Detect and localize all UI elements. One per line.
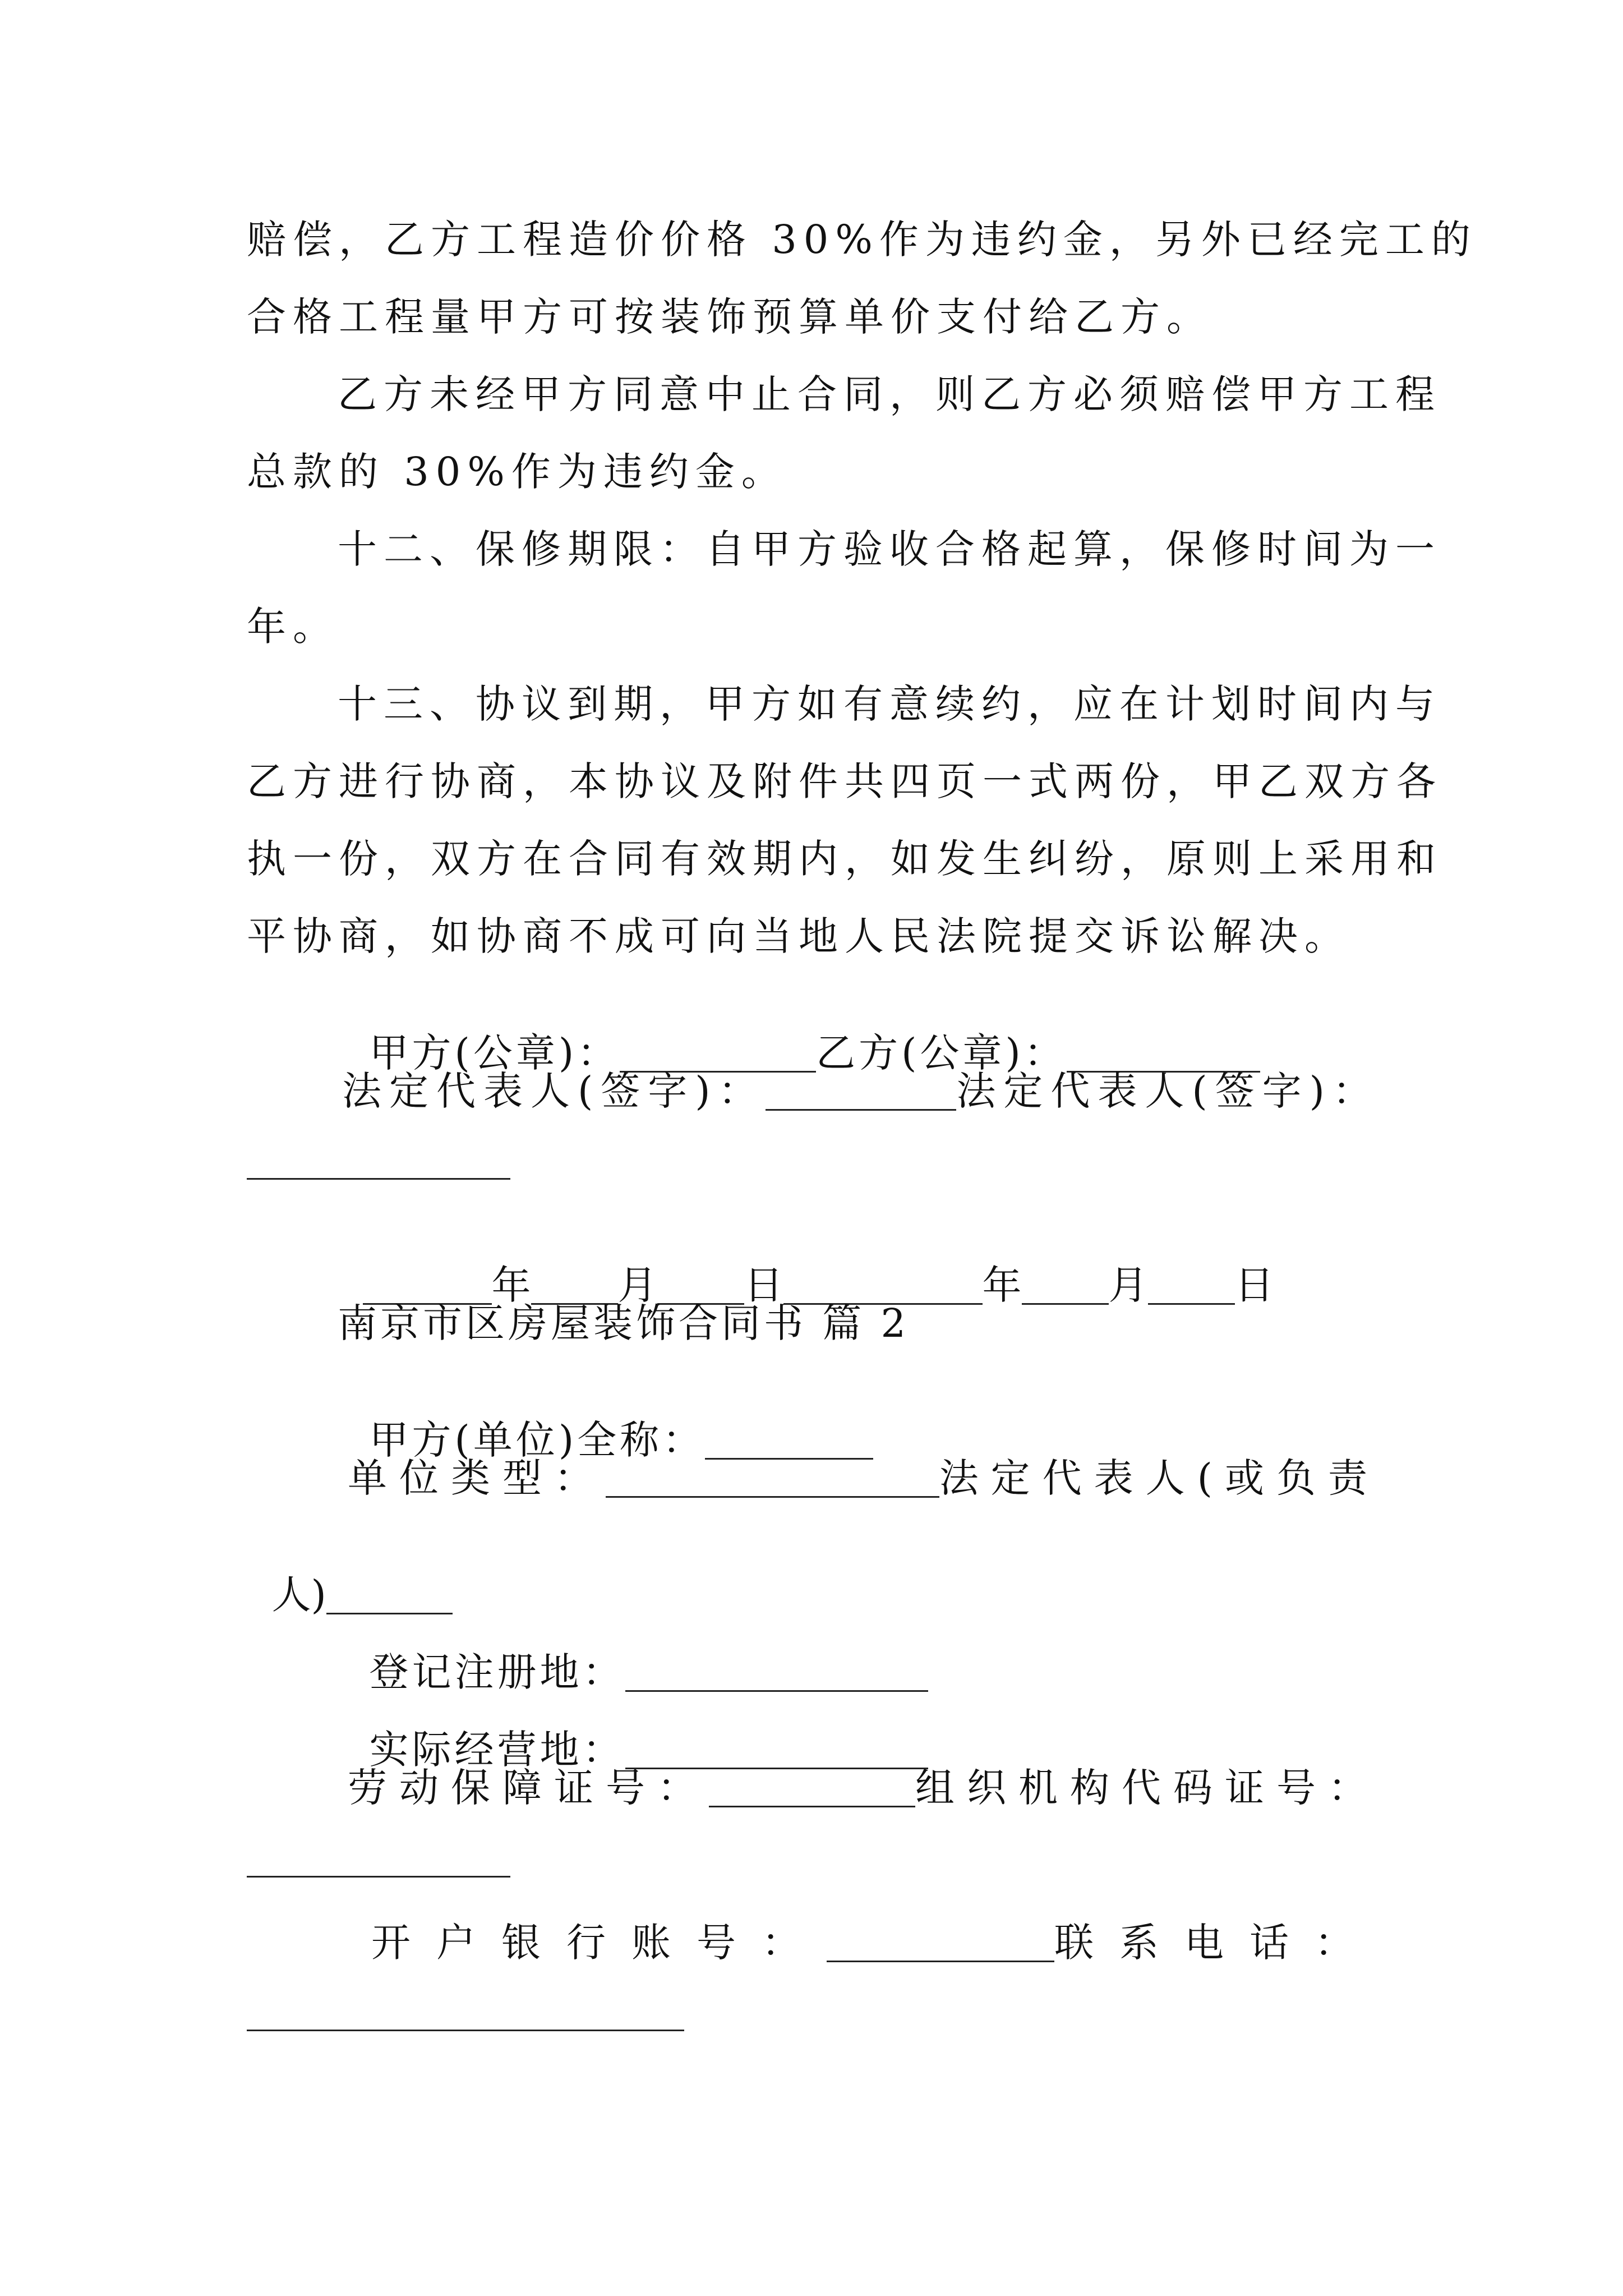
date-b-year-blank[interactable] <box>783 1268 983 1305</box>
registered-address-label: 登记注册地： <box>369 1649 625 1695</box>
cert-row <box>348 1765 1380 1811</box>
section-2-title: 南京市区房屋装饰合同书 篇 2 <box>338 1300 910 1346</box>
date-a-month-label: 月 <box>617 1262 657 1308</box>
date-a-day-blank[interactable] <box>657 1268 744 1305</box>
business-address-row <box>338 1691 928 1773</box>
paragraph-compensation-line-1: 赔偿，乙方工程造价价格 30%作为违约金，另外已经完工的 <box>247 217 1477 263</box>
phone-label: 联系电话： <box>1054 1920 1380 1966</box>
registered-address-blank[interactable] <box>625 1655 928 1692</box>
org-code-cert-blank[interactable] <box>247 1876 510 1878</box>
date-b-month-label: 月 <box>1108 1262 1148 1308</box>
party-a-name-blank[interactable] <box>705 1423 873 1460</box>
paragraph-termination-line-1: 乙方未经甲方同意中止合同，则乙方必须赔偿甲方工程 <box>338 371 1441 417</box>
legal-rep-or-head-cont-label: 人) <box>271 1572 326 1618</box>
org-code-cert-label: 组织机构代码证号： <box>915 1765 1380 1811</box>
legal-rep-a-blank[interactable] <box>766 1074 957 1111</box>
legal-rep-or-head-label: 法定代表人(或负责 <box>939 1455 1380 1501</box>
phone-blank[interactable] <box>247 2030 684 2031</box>
bank-account-label: 开户银行账号： <box>371 1920 827 1966</box>
party-a-name-row <box>338 1381 873 1463</box>
labor-cert-blank[interactable] <box>709 1771 915 1807</box>
bank-account-blank[interactable] <box>827 1926 1054 1962</box>
business-address-blank[interactable] <box>625 1733 928 1769</box>
party-a-name-label: 甲方(单位)全称： <box>369 1417 706 1463</box>
clause-13-line-2: 乙方进行协商，本协议及附件共四页一式两份，甲乙双方各 <box>247 758 1442 804</box>
legal-rep-row <box>342 1068 1380 1114</box>
legal-rep-b-label: 法定代表人(签字)： <box>956 1068 1380 1114</box>
legal-rep-or-head-cont-row <box>247 1536 453 1618</box>
bank-phone-row <box>371 1920 1380 1966</box>
clause-12-line-2: 年。 <box>247 604 339 650</box>
party-b-seal-label: 乙方(公章)： <box>816 1030 1067 1076</box>
date-b-day-label: 日 <box>1234 1262 1274 1308</box>
unit-type-row <box>348 1455 1380 1501</box>
party-a-seal-blank[interactable] <box>620 1036 816 1073</box>
labor-cert-label: 劳动保障证号： <box>348 1765 709 1811</box>
clause-13-line-3: 执一份，双方在合同有效期内，如发生纠纷，原则上采用和 <box>247 836 1442 882</box>
date-row <box>338 1226 1274 1308</box>
date-a-month-blank[interactable] <box>531 1268 618 1305</box>
date-a-year-blank[interactable] <box>363 1268 492 1305</box>
legal-rep-a-label: 法定代表人(签字)： <box>342 1068 766 1114</box>
date-b-month-blank[interactable] <box>1022 1268 1109 1305</box>
registered-address-row <box>338 1613 928 1695</box>
legal-rep-or-head-blank[interactable] <box>326 1578 453 1614</box>
seal-row <box>338 994 1260 1076</box>
date-a-day-label: 日 <box>744 1262 783 1308</box>
clause-12-line-1: 十二、保修期限：自甲方验收合格起算，保修时间为一 <box>338 526 1441 572</box>
legal-rep-b-blank[interactable] <box>247 1178 510 1180</box>
business-address-label: 实际经营地： <box>369 1727 625 1773</box>
unit-type-blank[interactable] <box>606 1461 939 1498</box>
date-a-year-label: 年 <box>491 1262 531 1308</box>
party-a-seal-label: 甲方(公章)： <box>369 1030 620 1076</box>
date-b-year-label: 年 <box>982 1262 1022 1308</box>
paragraph-termination-line-2: 总款的 30%作为违约金。 <box>247 449 787 495</box>
clause-13-line-1: 十三、协议到期，甲方如有意续约，应在计划时间内与 <box>338 681 1441 727</box>
unit-type-label: 单位类型： <box>348 1455 606 1501</box>
paragraph-compensation-line-2: 合格工程量甲方可按装饰预算单价支付给乙方。 <box>247 294 1212 340</box>
date-b-day-blank[interactable] <box>1148 1268 1235 1305</box>
party-b-seal-blank[interactable] <box>1067 1036 1260 1073</box>
clause-13-line-4: 平协商，如协商不成可向当地人民法院提交诉讼解决。 <box>247 913 1350 959</box>
